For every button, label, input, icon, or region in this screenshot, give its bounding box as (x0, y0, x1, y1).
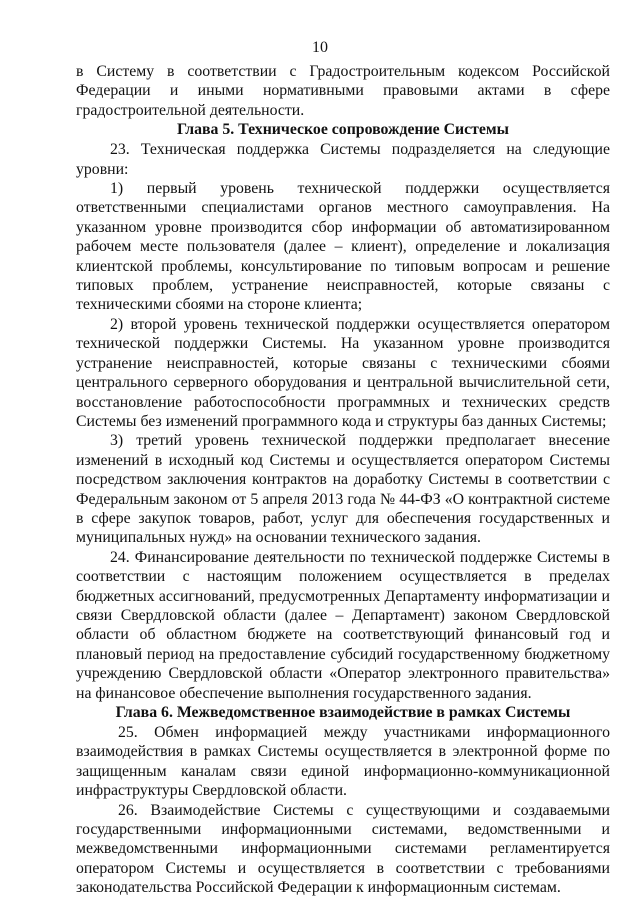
document-body (76, 62, 610, 898)
paragraph-23-3: 3) третий уровень технической поддержки предполагает внесение изменений в исходный код Системы и осуществляется оператором Системы посредством заключения контрактов на доработку Системы в соответствии с Федеральным законом от 5 апреля 2013 года № 44-ФЗ «О контрактной системе в сфере закупок товаров, работ, услуг для обеспечения государственных и муниципальных нужд» на основании технического задания. (76, 432, 610, 547)
paragraph-24: 24. Финансирование деятельности по технической поддержке Системы в соответствии с настоящим положением осуществляется в пределах бюджетных ассигнований, предусмотренных Департаменту информатизации и связи Свердловской области (далее – Департамент) законом Свердловской области об областном бюджете на соответствующий финансовый год и плановый период на предоставление субсидий государственному бюджетному учреждению Свердловской области «Оператор электронного правительства» на финансовое обеспечение выполнения государственного задания. (76, 548, 610, 702)
paragraph-23-2: 2) второй уровень технической поддержки осуществляется оператором технической поддержки Системы. На указанном уровне производится устранение неисправностей, которые связаны с техническими сбоями центрального серверного оборудования и центральной вычислительной сети, восстановление работоспособности программных и технических средств Системы без изменений программного кода и структуры баз данных Системы; (76, 315, 610, 430)
paragraph-23: 23. Техническая поддержка Системы подразделяется на следующие уровни: (76, 141, 610, 178)
intro-paragraph: в Систему в соответствии с Градостроительным кодексом Российской Федерации и иными нормативными правовыми актами в сфере градостроительной деятельности. (76, 63, 610, 119)
paragraph-26: 26. Взаимодействие Системы с существующими и создаваемыми государственными информационными системами, ведомственными и межведомственными информационными системами регламентируется оператором Системы и осуществляется в соответствии с требованиями законодательства Российской Федерации к информационным системам. (76, 801, 610, 897)
chapter-6-title: Глава 6. Межведомственное взаимодействие в рамках Системы (115, 704, 571, 721)
paragraph-25: 25. Обмен информацией между участниками информационного взаимодействия в рамках Системы осуществляется в электронной форме по защищенным каналам связи единой информационно-коммуникационной инфраструктуры Свердловской области. (76, 724, 610, 800)
paragraph-23-1: 1) первый уровень технической поддержки осуществляется ответственными специалистами органов местного самоуправления. На указанном уровне производится сбор информации об автоматизированном рабочем месте пользователя (далее – клиент), определение и локализация клиентской проблемы, консультирование по типовым вопросам и решение типовых проблем, устранение неисправностей, которые связаны с техническими сбоями на стороне клиента; (76, 180, 610, 314)
chapter-5-title: Глава 5. Техническое сопровождение Системы (176, 121, 510, 139)
page-number: 10 (312, 39, 328, 56)
